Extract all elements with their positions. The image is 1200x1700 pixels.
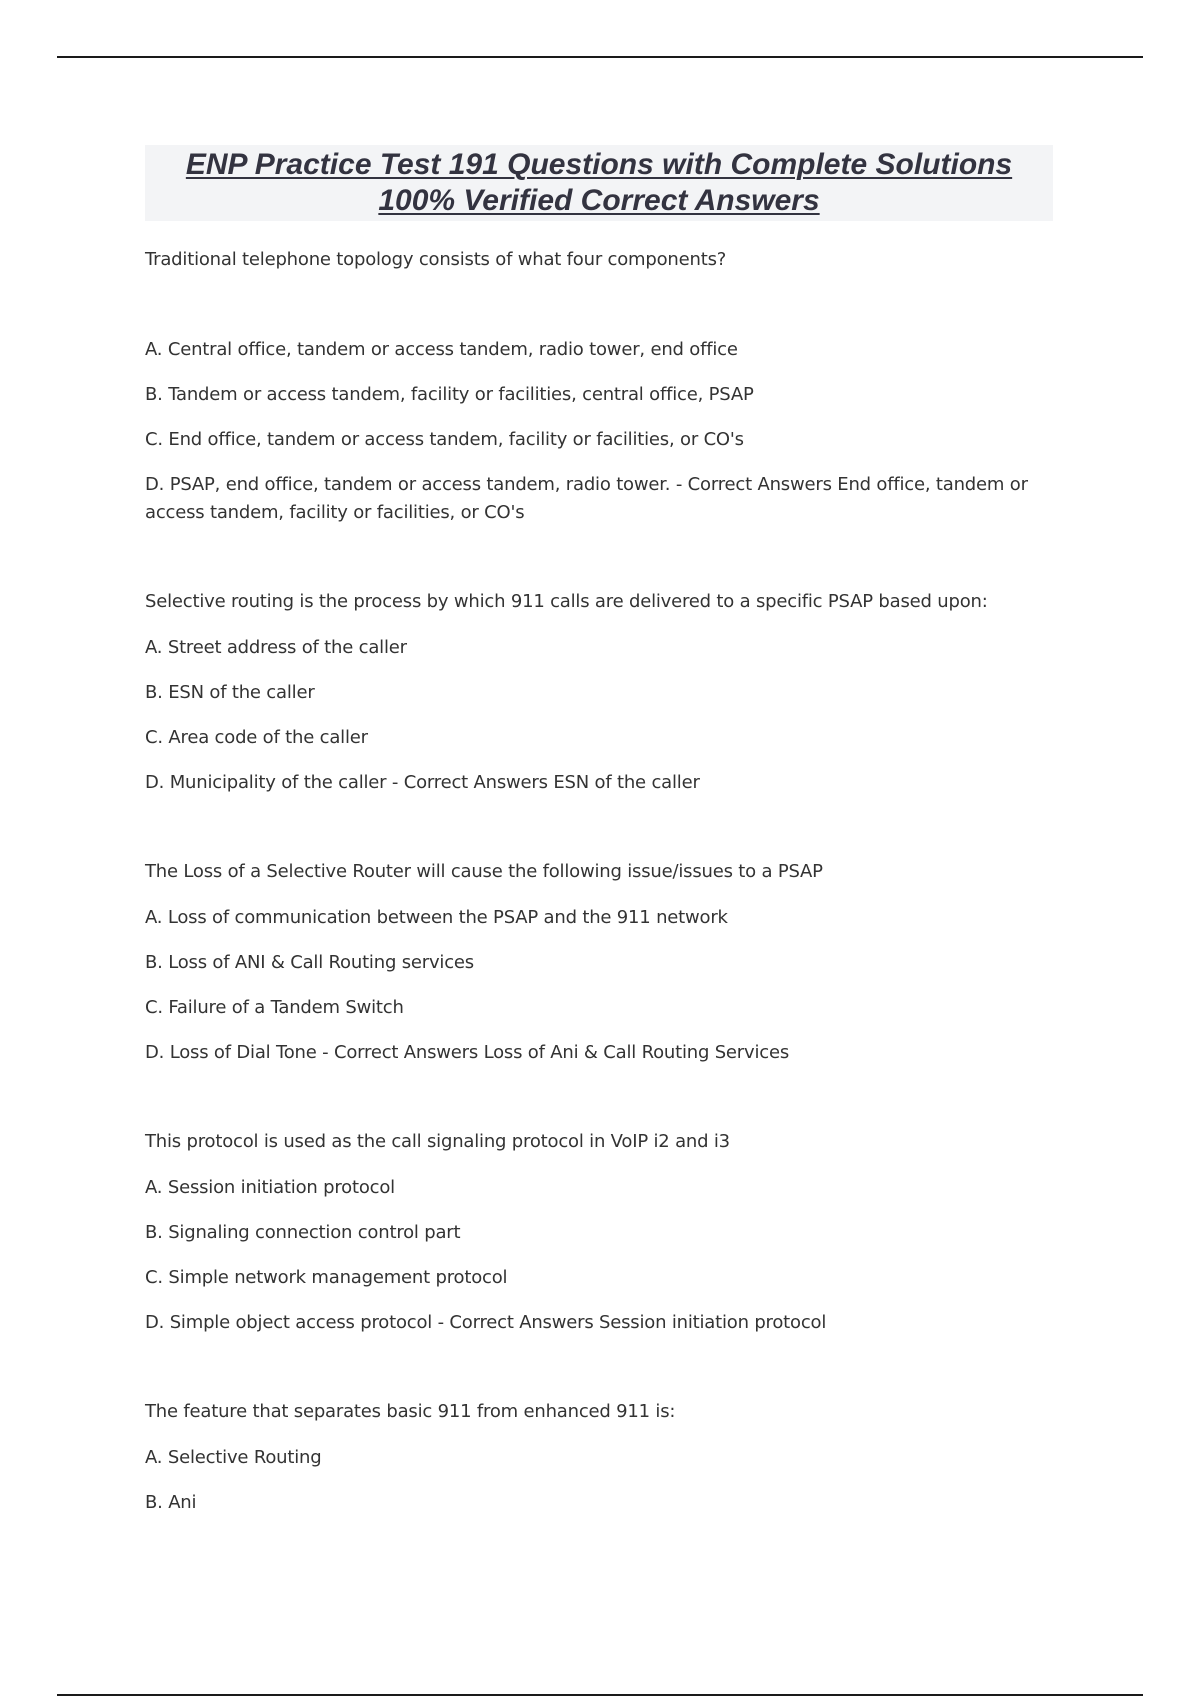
answer-option: C. Simple network management protocol (145, 1267, 508, 1288)
question-text: This protocol is used as the call signaling protocol in VoIP i2 and i3 (145, 1131, 730, 1152)
answer-option: A. Session initiation protocol (145, 1177, 395, 1198)
answer-option: C. Failure of a Tandem Switch (145, 997, 404, 1018)
top-rule (57, 56, 1143, 58)
answer-option: B. Ani (145, 1492, 197, 1513)
document-title-line-2: 100% Verified Correct Answers (378, 184, 820, 217)
answer-option: A. Central office, tandem or access tandem, radio tower, end office (145, 339, 738, 360)
question-block (145, 1128, 1045, 1337)
question-list (145, 246, 1045, 1578)
answer-option-with-correct-answer: D. PSAP, end office, tandem or access tandem, radio tower. - Correct Answers End office, tandem or access tandem, facility or facilities, or CO's (145, 474, 1028, 523)
question-block (145, 1398, 1045, 1517)
question-block (145, 588, 1045, 797)
answer-option: B. Tandem or access tandem, facility or facilities, central office, PSAP (145, 384, 754, 405)
bottom-rule (57, 1694, 1143, 1696)
question-text: Traditional telephone topology consists of what four components? (145, 249, 727, 270)
answer-option: B. Loss of ANI & Call Routing services (145, 952, 474, 973)
answer-option: C. Area code of the caller (145, 727, 368, 748)
question-text: The feature that separates basic 911 from enhanced 911 is: (145, 1401, 676, 1422)
answer-option-with-correct-answer: D. Loss of Dial Tone - Correct Answers Loss of Ani & Call Routing Services (145, 1042, 790, 1063)
answer-option: B. Signaling connection control part (145, 1222, 461, 1243)
question-text: Selective routing is the process by which 911 calls are delivered to a specific PSAP based upon: (145, 591, 988, 612)
answer-option-with-correct-answer: D. Simple object access protocol - Correct Answers Session initiation protocol (145, 1312, 827, 1333)
answer-option: A. Street address of the caller (145, 637, 407, 658)
answer-option: A. Loss of communication between the PSAP and the 911 network (145, 907, 728, 928)
question-block (145, 246, 1045, 527)
document-title-line-1: ENP Practice Test 191 Questions with Complete Solutions (185, 148, 1013, 181)
question-block (145, 858, 1045, 1067)
answer-option: C. End office, tandem or access tandem, facility or facilities, or CO's (145, 429, 744, 450)
answer-option: A. Selective Routing (145, 1447, 322, 1468)
answer-option-with-correct-answer: D. Municipality of the caller - Correct Answers ESN of the caller (145, 772, 700, 793)
answer-option: B. ESN of the caller (145, 682, 315, 703)
question-text: The Loss of a Selective Router will cause the following issue/issues to a PSAP (145, 861, 823, 882)
